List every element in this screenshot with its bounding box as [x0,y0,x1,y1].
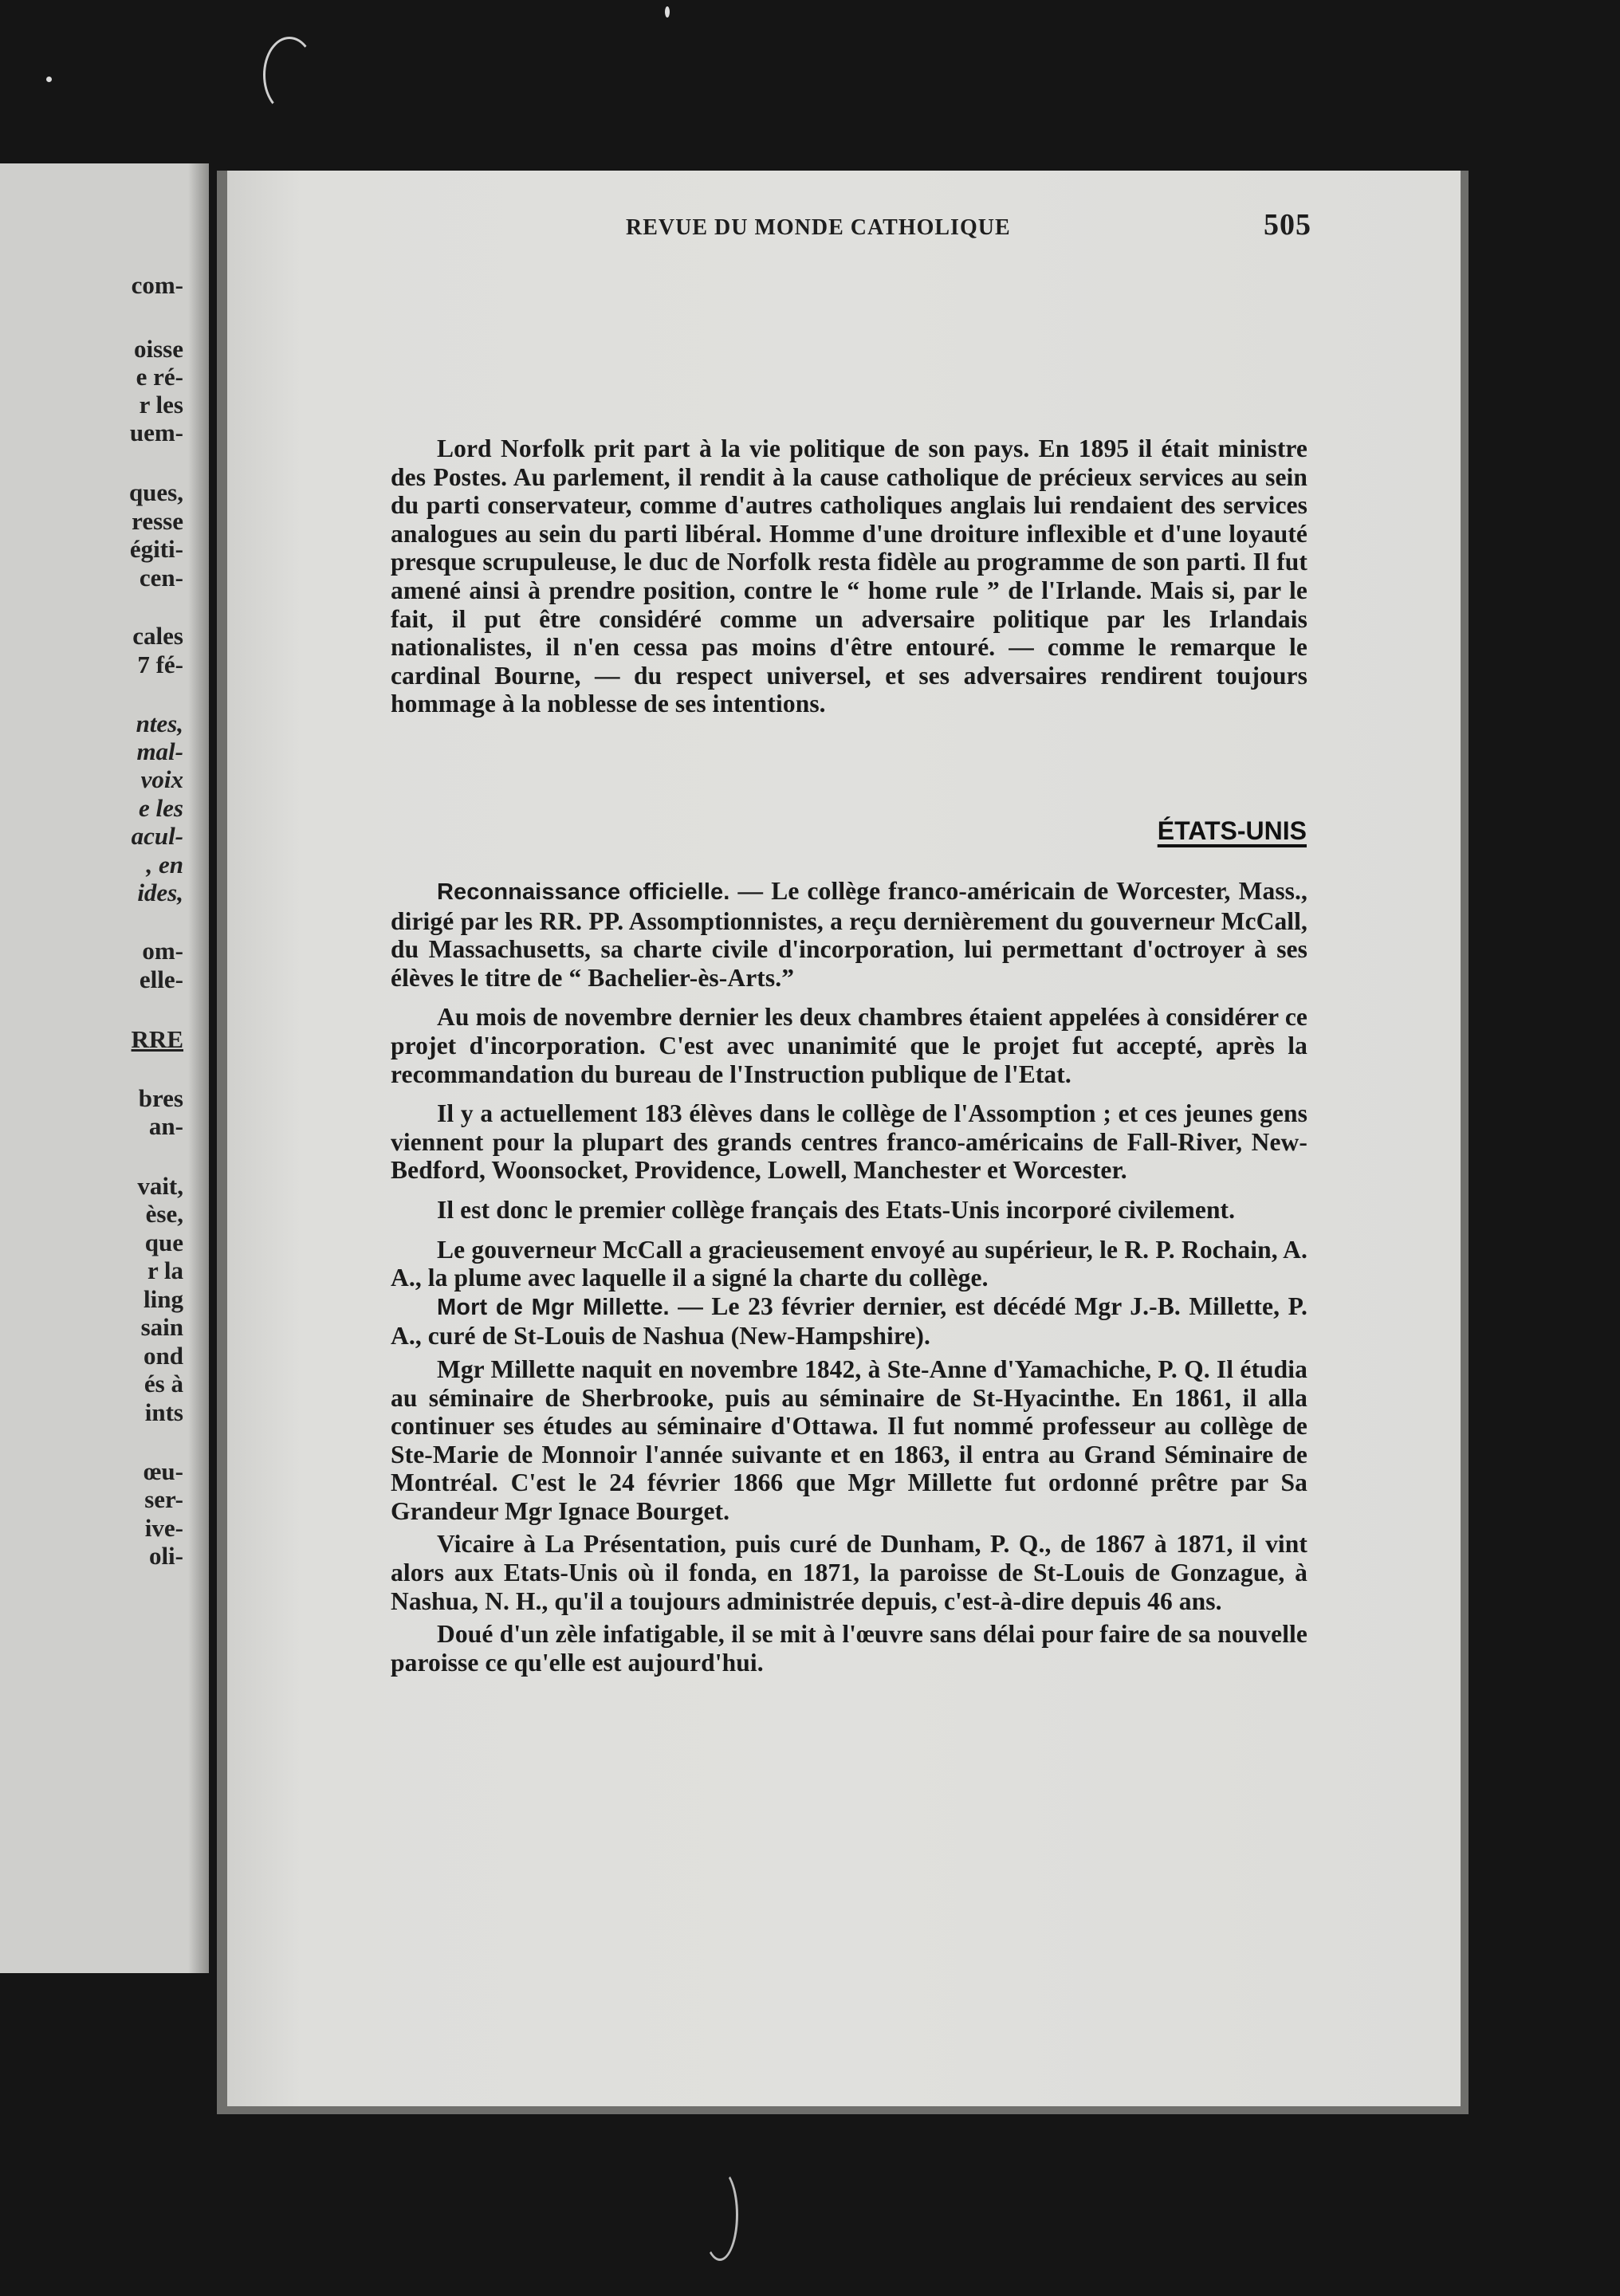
left-page-line: om- [142,937,183,965]
left-page-line: cales [132,622,183,650]
left-page-line: an- [148,1112,183,1140]
left-page-line: r la [147,1256,183,1284]
left-page-line: bres [138,1084,183,1112]
film-hair [702,2168,738,2261]
running-header [395,207,1311,250]
paragraph: Mgr Millette naquit en novembre 1842, à Ste-Anne d'Yamachiche, P. Q. Il étudia au séminaire de Sherbrooke, puis au séminaire de St-Hyacinthe. En 1861, il alla continuer ses études au séminaire d'Ottawa. Il fut nommé professeur au collège de Ste-Marie de Monnoir l'année suivante et en 1863, il entra au Grand Séminaire de Montréal. C'est le 24 février 1866 que Mgr Millette fut ordonné prêtre par Sa Grandeur Mgr Ignace Bourget. [391,1354,1307,1525]
left-page-line: ints [144,1398,183,1426]
body-etats-unis [391,877,1307,1677]
left-page-line: resse [132,507,183,535]
left-page-line: ntes, [136,710,183,737]
left-page-line: œu- [144,1457,183,1485]
inline-heading: Mort de Mgr Millette. [437,1294,670,1320]
left-page-line: mal- [136,737,183,765]
page-number: 505 [1264,208,1311,242]
film-speck [46,77,52,82]
paragraph: Il y a actuellement 183 élèves dans le collège de l'Assomption ; et ces jeunes gens viennent pour la plupart des grands centres franco-américains de Fall-River, New-Bedford, Woonsocket, Providence, Lowell, Manchester et Worcester. [391,1099,1307,1185]
left-page-line: cen- [139,564,183,592]
paragraph: Il est donc le premier collège français des Etats-Unis incorporé civilement. [437,1195,1236,1224]
paragraph [391,1292,1307,1350]
paragraph-norfolk [391,434,1307,718]
section-title: ÉTATS-UNIS [1157,816,1307,845]
left-page-line: èse, [145,1200,183,1228]
left-page-line: voix [140,765,183,793]
left-page-line: com- [131,271,183,299]
left-page-line: ides, [137,879,183,906]
left-page-line: e ré- [136,363,183,391]
left-page-line: ques, [128,478,183,506]
inline-heading: Reconnaissance officielle. [437,879,730,905]
paragraph: Doué d'un zèle infatigable, il se mit à l'œuvre sans délai pour faire de sa nouvelle paroisse ce qu'elle est aujourd'hui. [391,1620,1307,1677]
paragraph: Au mois de novembre dernier les deux chambres étaient appelées à considérer ce projet d'incorporation. C'est avec unanimité que le projet fut accepté, après la recommandation du bureau de l'Instruction publique de l'Etat. [391,1003,1307,1088]
running-title: REVUE DU MONDE CATHOLIQUE [626,215,1011,240]
left-page-line: uem- [129,419,183,446]
left-page-line: elle- [139,965,183,993]
left-page-line: oli- [148,1542,183,1570]
left-page-line: ser- [144,1485,183,1513]
paragraph-text: — Le collège franco-américain de Worcester, Mass., dirigé par les RR. PP. Assomptionnistes, a reçu dernièrement du gouverneur McCall, du Massachusetts, sa charte civile d'incorporation, lui permettant d'octroyer à ses élèves le titre de “ Bachelier-ès-Arts.” [391,877,1307,992]
left-facing-page [0,163,209,1973]
film-hair [263,37,316,113]
left-page-line: oisse [134,335,183,363]
left-page-line: e les [139,794,183,822]
left-page-line: vait, [137,1172,183,1200]
left-page-line: RRE [131,1025,183,1053]
left-page-line: ive- [144,1514,183,1542]
left-page-line: égiti- [129,535,183,563]
left-page-line: és à [144,1370,183,1398]
paragraph-text: — Le 23 février dernier, est décédé Mgr J.-B. Millette, P. A., curé de St-Louis de Nashua (New-Hampshire). [391,1292,1307,1350]
left-page-line: que [144,1229,183,1256]
left-page-line: 7 fé- [137,651,183,678]
left-page-line: ond [144,1342,183,1370]
left-page-line: ling [144,1285,183,1313]
paragraph: Le gouverneur McCall a gracieusement envoyé au supérieur, le R. P. Rochain, A. A., la plume avec laquelle il a signé la charte du collège. [391,1235,1307,1292]
film-speck [665,6,670,18]
left-page-text [0,163,188,1973]
left-page-line: r les [139,391,183,419]
paragraph: Lord Norfolk prit part à la vie politique de son pays. En 1895 il était ministre des Postes. Au parlement, il rendit à la cause catholique de précieux services au sein du parti conservateur, comme d'autres catholiques anglais lui rendaient des services analogues au sein du parti libéral. Homme d'une droiture inflexible et d'une loyauté presque scrupuleuse, le duc de Norfolk resta fidèle au programme de son parti. Il fut amené ainsi à prendre position, contre le “ home rule ” de l'Irlande. Mais si, par le fait, il put être considéré comme un adversaire politique par les Irlandais nationalistes, il n'en cessa pas moins d'être entouré. — comme le remarque le cardinal Bourne, — du respect universel, et ses adversaires rendirent toujours hommage à la noblesse de ses intentions. [391,434,1307,718]
paragraph: Vicaire à La Présentation, puis curé de Dunham, P. Q., de 1867 à 1871, il vint alors aux Etats-Unis où il fonda, en 1871, la paroisse de St-Louis de Gonzague, à Nashua, N. H., qu'il a toujours administrée depuis, c'est-à-dire depuis 46 ans. [391,1530,1307,1615]
paragraph [391,877,1307,992]
left-page-line: acul- [131,822,183,850]
page-gutter [188,163,209,1973]
left-page-line: sain [140,1313,183,1341]
left-page-line: , en [146,851,183,879]
